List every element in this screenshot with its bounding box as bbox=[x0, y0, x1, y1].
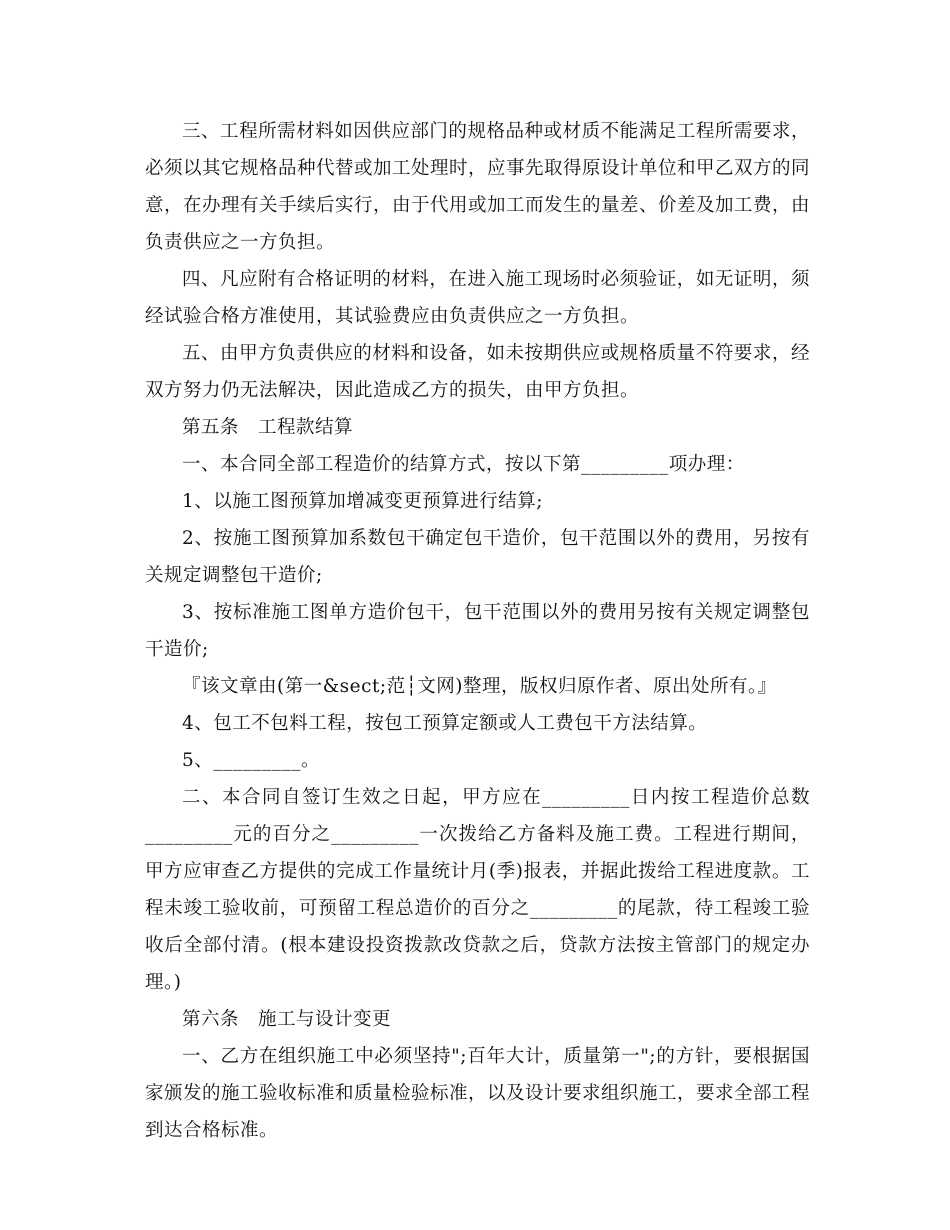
paragraph-material-substitution: 三、工程所需材料如因供应部门的规格品种或材质不能满足工程所需要求，必须以其它规格品种代替或加工处理时，应事先取得原设计单位和甲乙双方的同意，在办理有关手续后实行，由于代用或加工而发生的量差、价差及加工费，由负责供应之一方负担。 bbox=[145, 121, 811, 253]
list-item-settlement-4: 4、包工不包料工程，按包工预算定额或人工费包干方法结算。 bbox=[182, 713, 708, 734]
paragraph-party-a-supply: 五、由甲方负责供应的材料和设备，如未按期供应或规格质量不符要求，经双方努力仍无法解决，因此造成乙方的损失，由甲方负担。 bbox=[145, 343, 810, 401]
paragraph-construction-quality: 一、乙方在组织施工中必须坚持";百年大计，质量第一";的方针，要根据国家颁发的施工验收标准和质量检验标准，以及设计要求组织施工，要求全部工程到达合格标准。 bbox=[145, 1046, 811, 1141]
article-5-heading: 第五条 工程款结算 bbox=[182, 417, 354, 438]
paragraph-payment-terms: 二、本合同自签订生效之日起，甲方应在_________日内按工程造价总数_________元的百分之_________一次拨给乙方备料及施工费。工程进行期间，甲方应审查乙方提供的完成工作量统计月(季)报表，并据此拨给工程进度款。工程未竣工验收前，可预留工程总造价的百分之_________的尾款，待工程竣工验收后全部付清。(根本建设投资拨款改贷款之后，贷款方法按主管部门的规定办理。) bbox=[145, 787, 810, 993]
list-item-settlement-1: 1、以施工图预算加增减变更预算进行结算; bbox=[182, 491, 544, 512]
paragraph-material-certificate: 四、凡应附有合格证明的材料，在进入施工现场时必须验证，如无证明，须经试验合格方准使用，其试验费应由负责供应之一方负担。 bbox=[145, 269, 810, 327]
document-body bbox=[145, 113, 810, 1149]
list-item-settlement-2: 2、按施工图预算加系数包干确定包干造价，包干范围以外的费用，另按有关规定调整包干造价; bbox=[145, 528, 810, 586]
list-item-settlement-3: 3、按标准施工图单方造价包干，包干范围以外的费用另按有关规定调整包干造价; bbox=[145, 602, 810, 660]
article-6-heading: 第六条 施工与设计变更 bbox=[182, 1009, 392, 1030]
paragraph-settlement-method: 一、本合同全部工程造价的结算方式，按以下第_________项办理： bbox=[182, 454, 745, 475]
source-notice: 『该文章由(第一&sect;范┆文网)整理，版权归原作者、原出处所有。』 bbox=[182, 676, 777, 697]
list-item-settlement-5: 5、_________。 bbox=[182, 750, 321, 771]
